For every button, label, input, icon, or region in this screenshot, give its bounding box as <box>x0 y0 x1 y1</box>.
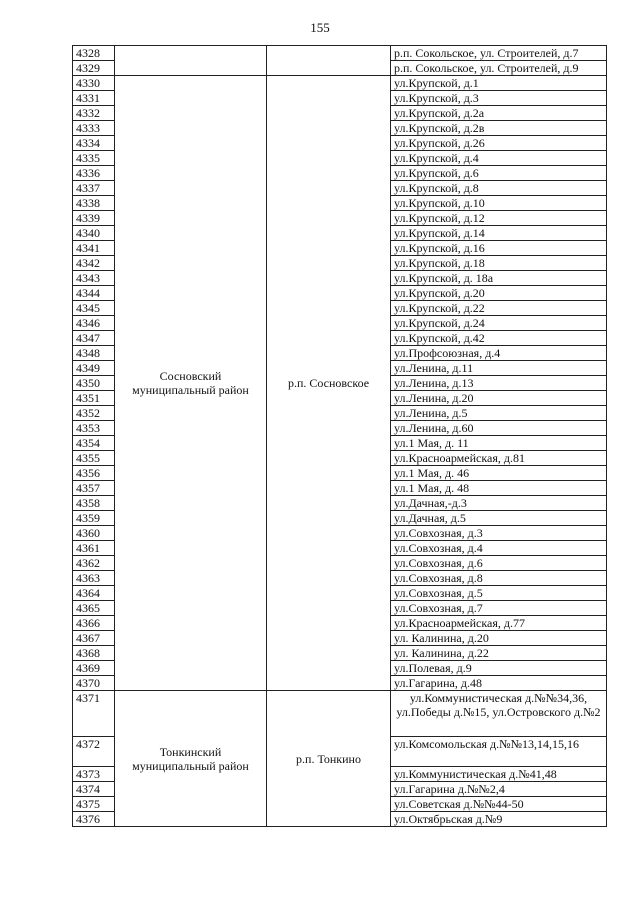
row-number: 4350 <box>73 376 115 391</box>
address-cell: ул.Крупской, д.6 <box>391 166 607 181</box>
row-number: 4356 <box>73 466 115 481</box>
row-number: 4336 <box>73 166 115 181</box>
row-number: 4368 <box>73 646 115 661</box>
row-number: 4329 <box>73 61 115 76</box>
row-number: 4337 <box>73 181 115 196</box>
address-cell: ул.1 Мая, д. 48 <box>391 481 607 496</box>
row-number: 4372 <box>73 737 115 767</box>
row-number: 4340 <box>73 226 115 241</box>
row-number: 4334 <box>73 136 115 151</box>
address-cell: ул.Ленина, д.20 <box>391 391 607 406</box>
address-cell: ул.Ленина, д.11 <box>391 361 607 376</box>
row-number: 4364 <box>73 586 115 601</box>
row-number: 4344 <box>73 286 115 301</box>
row-number: 4373 <box>73 767 115 782</box>
address-cell: р.п. Сокольское, ул. Строителей, д.9 <box>391 61 607 76</box>
address-cell: ул.Коммунистическая д.№№34,36, ул.Победы д.№15, ул.Островского д.№2 <box>391 691 607 737</box>
address-cell: ул.Ленина, д.60 <box>391 421 607 436</box>
address-cell: ул.Ленина, д.5 <box>391 406 607 421</box>
row-number: 4330 <box>73 76 115 91</box>
row-number: 4369 <box>73 661 115 676</box>
row-number: 4361 <box>73 541 115 556</box>
address-cell: ул.Крупской, д.18 <box>391 256 607 271</box>
address-cell: ул.Полевая, д.9 <box>391 661 607 676</box>
row-number: 4376 <box>73 812 115 827</box>
page-number: 155 <box>310 20 330 35</box>
row-number: 4359 <box>73 511 115 526</box>
address-cell: ул.1 Мая, д. 11 <box>391 436 607 451</box>
row-number: 4343 <box>73 271 115 286</box>
address-cell: ул.Крупской, д.14 <box>391 226 607 241</box>
address-cell: ул.Совхозная, д.4 <box>391 541 607 556</box>
row-number: 4362 <box>73 556 115 571</box>
row-number: 4347 <box>73 331 115 346</box>
town-cell-empty <box>267 46 391 76</box>
address-cell: ул.Совхозная, д.3 <box>391 526 607 541</box>
address-cell: ул.1 Мая, д. 46 <box>391 466 607 481</box>
address-cell: р.п. Сокольское, ул. Строителей, д.7 <box>391 46 607 61</box>
address-cell: ул.Красноармейская, д.81 <box>391 451 607 466</box>
row-number: 4360 <box>73 526 115 541</box>
row-number: 4335 <box>73 151 115 166</box>
address-cell: ул.Крупской, д.20 <box>391 286 607 301</box>
row-number: 4371 <box>73 691 115 737</box>
row-number: 4341 <box>73 241 115 256</box>
address-cell: ул.Гагарина д.№№2,4 <box>391 782 607 797</box>
row-number: 4370 <box>73 676 115 691</box>
address-cell: ул.Крупской, д.26 <box>391 136 607 151</box>
address-cell: ул.Крупской, д.22 <box>391 301 607 316</box>
row-number: 4366 <box>73 616 115 631</box>
district-cell-empty <box>115 46 267 76</box>
address-cell: ул.Ленина, д.13 <box>391 376 607 391</box>
address-cell: ул.Коммунистическая д.№41,48 <box>391 767 607 782</box>
row-number: 4331 <box>73 91 115 106</box>
address-cell: ул.Крупской, д.4 <box>391 151 607 166</box>
row-number: 4353 <box>73 421 115 436</box>
row-number: 4339 <box>73 211 115 226</box>
row-number: 4333 <box>73 121 115 136</box>
address-cell: ул.Крупской, д.1 <box>391 76 607 91</box>
row-number: 4355 <box>73 451 115 466</box>
address-cell: ул.Советская д.№№44-50 <box>391 797 607 812</box>
address-cell: ул.Комсомольская д.№№13,14,15,16 <box>391 737 607 767</box>
address-cell: ул.Совхозная, д.8 <box>391 571 607 586</box>
address-cell: ул.Крупской, д.42 <box>391 331 607 346</box>
address-cell: ул.Крупской, д.16 <box>391 241 607 256</box>
address-cell: ул. Калинина, д.20 <box>391 631 607 646</box>
row-number: 4367 <box>73 631 115 646</box>
row-number: 4354 <box>73 436 115 451</box>
row-number: 4342 <box>73 256 115 271</box>
address-cell: ул.Крупской, д.3 <box>391 91 607 106</box>
address-cell: ул.Совхозная, д.7 <box>391 601 607 616</box>
table-row <box>73 46 607 61</box>
row-number: 4332 <box>73 106 115 121</box>
row-number: 4346 <box>73 316 115 331</box>
row-number: 4365 <box>73 601 115 616</box>
row-number: 4345 <box>73 301 115 316</box>
address-cell: ул.Крупской, д.10 <box>391 196 607 211</box>
town-name: р.п. Тонкино <box>267 691 391 827</box>
row-number: 4338 <box>73 196 115 211</box>
town-name: р.п. Сосновское <box>267 76 391 691</box>
district-name: Сосновский муниципальный район <box>115 76 267 691</box>
row-number: 4374 <box>73 782 115 797</box>
address-table <box>72 45 607 827</box>
table-row <box>73 76 607 91</box>
address-cell: ул.Совхозная, д.6 <box>391 556 607 571</box>
address-cell: ул.Крупской, д.8 <box>391 181 607 196</box>
row-number: 4357 <box>73 481 115 496</box>
address-cell: ул.Профсоюзная, д.4 <box>391 346 607 361</box>
row-number: 4348 <box>73 346 115 361</box>
row-number: 4358 <box>73 496 115 511</box>
row-number: 4352 <box>73 406 115 421</box>
address-cell: ул.Крупской, д. 18а <box>391 271 607 286</box>
district-name: Тонкинский муниципальный район <box>115 691 267 827</box>
address-cell: ул.Крупской, д.2в <box>391 121 607 136</box>
address-cell: ул.Гагарина, д.48 <box>391 676 607 691</box>
row-number: 4351 <box>73 391 115 406</box>
address-cell: ул. Калинина, д.22 <box>391 646 607 661</box>
row-number: 4349 <box>73 361 115 376</box>
address-cell: ул.Крупской, д.24 <box>391 316 607 331</box>
address-cell: ул.Красноармейская, д.77 <box>391 616 607 631</box>
address-cell: ул.Дачная,-д.3 <box>391 496 607 511</box>
address-cell: ул.Дачная, д.5 <box>391 511 607 526</box>
address-cell: ул.Октябрьская д.№9 <box>391 812 607 827</box>
row-number: 4363 <box>73 571 115 586</box>
address-cell: ул.Крупской, д.12 <box>391 211 607 226</box>
row-number: 4328 <box>73 46 115 61</box>
table-row <box>73 691 607 737</box>
address-cell: ул.Совхозная, д.5 <box>391 586 607 601</box>
address-cell: ул.Крупской, д.2а <box>391 106 607 121</box>
row-number: 4375 <box>73 797 115 812</box>
